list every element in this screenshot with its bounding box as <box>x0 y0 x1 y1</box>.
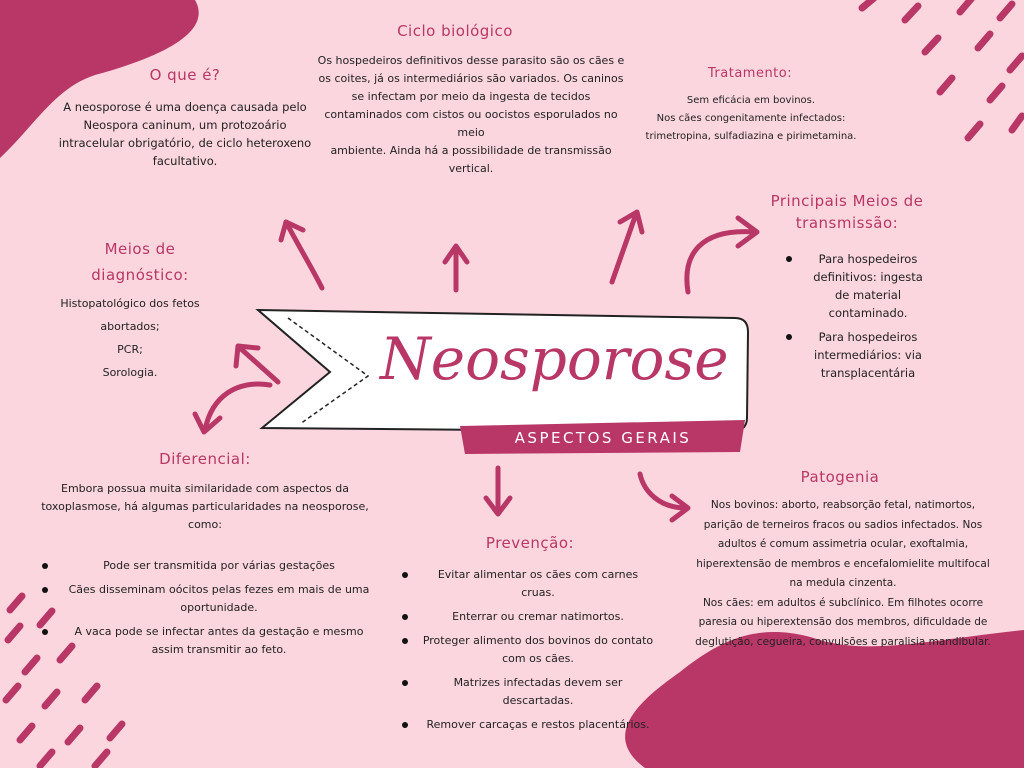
diagnostico-text: Histopatológico dos fetos abortados; PCR; Sorologia. <box>60 297 200 379</box>
list-item: Para hospedeiros intermediários: via transplacentária <box>782 328 932 382</box>
patogenia-text: Nos bovinos: aborto, reabsorção fetal, natimortos, parição de terneiros fracos ou sadios infectados. Nos adultos é comum assimetria ocular, exoftalmia, hiperextensão de membros e encefalomielite multifocal na medula cinzenta. Nos cães: em adultos é subclínico. Em filhotes ocorre paresia ou hiperextensão dos membros, dificuldade de deglutição, cegueira, convulsões e paralisia mandibular. <box>695 499 991 648</box>
o-que-e-title: O que é? <box>149 66 221 84</box>
diferencial-title: Diferencial: <box>159 450 251 468</box>
list-item: Remover carcaças e restos placentários. <box>398 716 656 734</box>
list-item: Proteger alimento dos bovinos do contato com os cães. <box>398 632 656 668</box>
ciclo-title: Ciclo biológico <box>397 22 513 40</box>
prevencao-title: Prevenção: <box>485 534 575 552</box>
list-item: Cães disseminam oócitos pelas fezes em mais de uma oportunidade. <box>38 581 378 617</box>
list-item: Pode ser transmitida por várias gestações <box>38 557 378 575</box>
list-item: A vaca pode se infectar antes da gestação e mesmo assim transmitir ao feto. <box>38 623 378 659</box>
tratamento-title: Tratamento: <box>707 66 793 81</box>
main-title: Neosporose <box>380 325 729 393</box>
list-item: Evitar alimentar os cães com carnes cruas. <box>398 566 656 602</box>
diagnostico-title: Meios de diagnóstico: <box>91 240 189 284</box>
tratamento-text: Sem eficácia em bovinos. Nos cães congenitamente infectados: trimetropina, sulfadiazina e pirimetamina. <box>645 95 857 142</box>
list-item: Matrizes infectadas devem ser descartadas. <box>398 674 656 710</box>
main-subtitle: ASPECTOS GERAIS <box>514 429 692 447</box>
list-item: Para hospedeiros definitivos: ingesta de material contaminado. <box>782 250 932 322</box>
patogenia-title: Patogenia <box>800 468 880 486</box>
transmissao-title: Principais Meios de transmissão: <box>770 192 924 232</box>
transmissao-list <box>782 250 932 388</box>
list-item: Enterrar ou cremar natimortos. <box>398 608 656 626</box>
prevencao-list <box>398 566 656 740</box>
diferencial-intro: Embora possua muita similaridade com aspectos da toxoplasmose, há algumas particularidades na neosporose, como: <box>41 482 369 531</box>
ciclo-text: Os hospedeiros definitivos desse parasito são os cães e os coites, já os intermediários são variados. Os caninos se infectam por meio da ingesta de tecidos contaminados com cistos ou oocistos esporulados no meio ambiente. Ainda há a possibilidade de transmissão vertical. <box>317 54 625 175</box>
o-que-e-text: A neosporose é uma doença causada pelo Neospora caninum, um protozoário intracelular obrigatório, de ciclo heteroxeno facultativo. <box>58 100 312 168</box>
diferencial-list <box>38 557 378 665</box>
dashes-top-right <box>862 0 1022 138</box>
